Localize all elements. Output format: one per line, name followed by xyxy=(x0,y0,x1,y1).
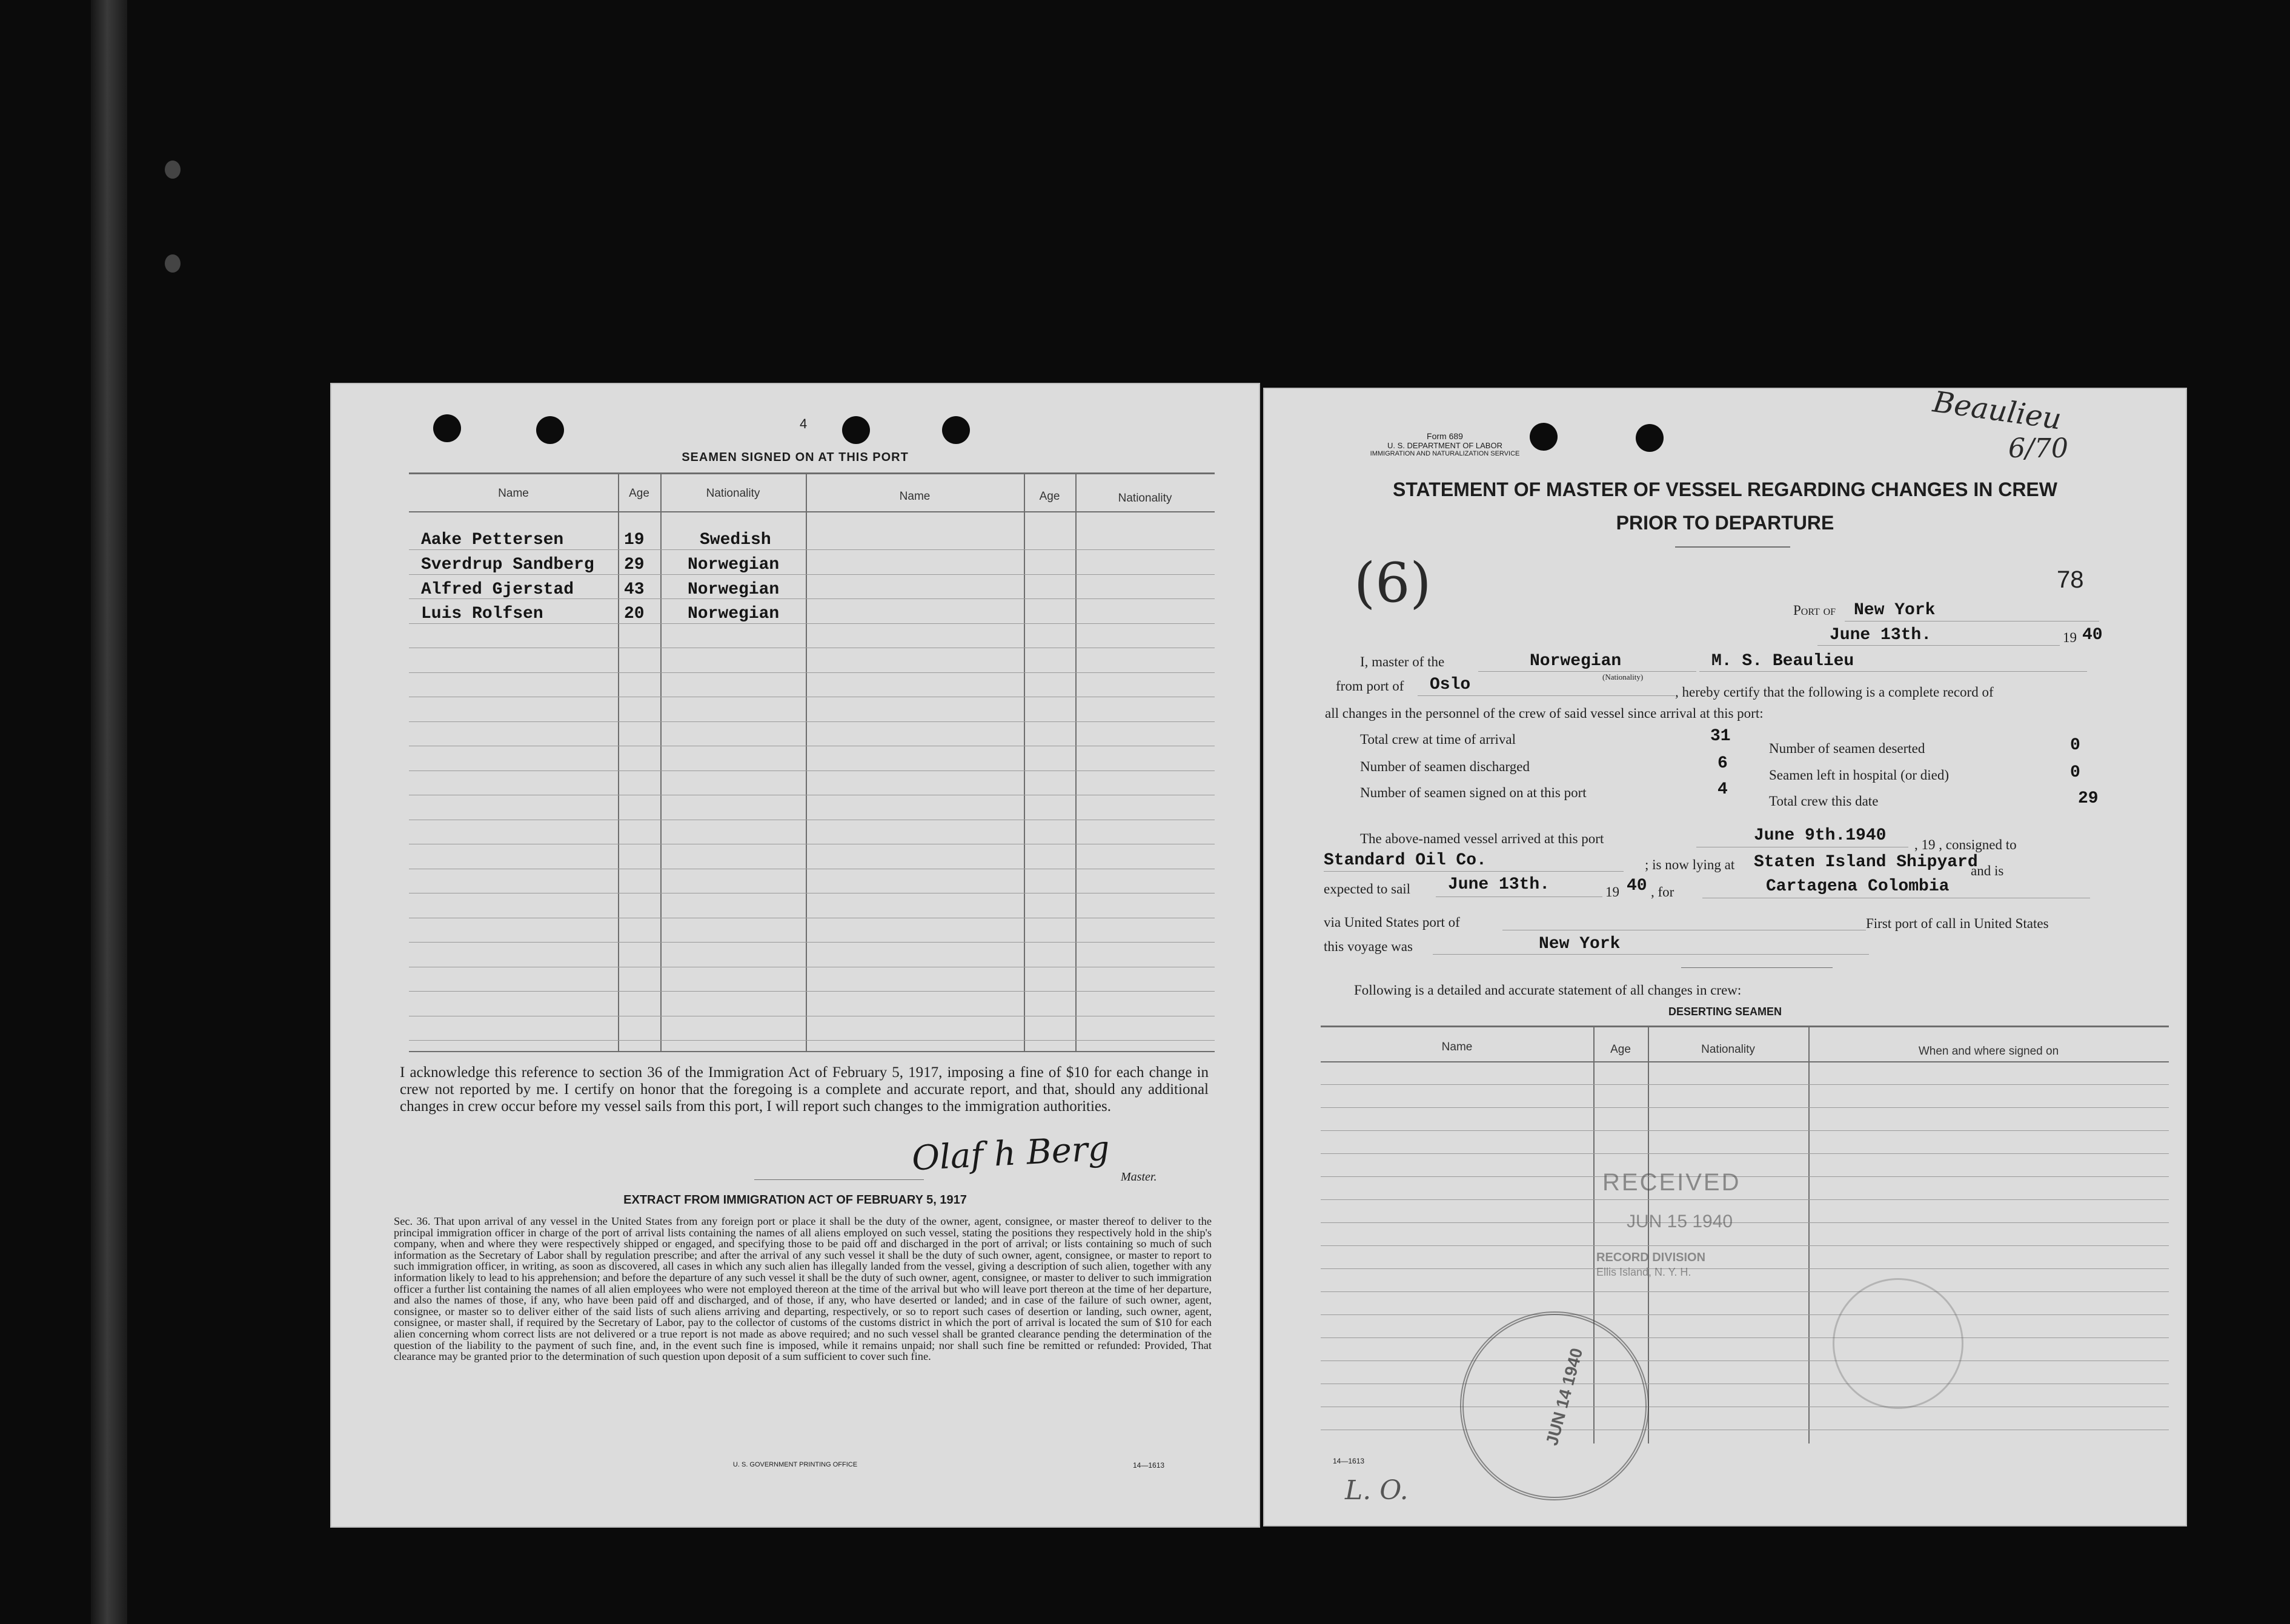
deserting-col-nationality: Nationality xyxy=(1701,1043,1755,1056)
seaman-name: Alfred Gjerstad xyxy=(421,580,574,599)
year-prefix: 19 xyxy=(2063,630,2077,645)
lying-suffix: and is xyxy=(1971,863,2004,878)
vessel-field-line xyxy=(1699,671,2087,672)
statement-title-line1: STATEMENT OF MASTER OF VESSEL REGARDING CHANGES IN CREW xyxy=(1393,479,2057,500)
voyage-field-line xyxy=(1433,954,1869,955)
seaman-name: Sverdrup Sandberg xyxy=(421,555,594,574)
ruled-line xyxy=(1321,1153,2169,1154)
ruled-line xyxy=(1321,1291,2169,1292)
ruled-line xyxy=(1321,1130,2169,1131)
divider-short xyxy=(1681,967,1833,968)
punch-hole xyxy=(433,414,461,442)
seaman-age: 29 xyxy=(624,555,645,574)
ruled-line xyxy=(1321,1337,2169,1338)
stat-value: 0 xyxy=(2070,763,2080,782)
ruled-line xyxy=(409,991,1215,992)
from-port-field-line xyxy=(1418,695,1675,696)
port-value: New York xyxy=(1854,601,1936,620)
sail-year-prefix: 19 xyxy=(1605,884,1619,900)
handwritten-initials: L. O. xyxy=(1345,1475,1409,1506)
from-port-value: Oslo xyxy=(1430,675,1471,694)
deserting-col-age: Age xyxy=(1610,1043,1631,1056)
ruled-line xyxy=(409,1040,1215,1041)
signature-line-left xyxy=(754,1179,924,1180)
received-stamp-date: JUN 15 1940 xyxy=(1627,1211,1733,1231)
deserting-header-rule xyxy=(1321,1061,2169,1062)
ruled-line xyxy=(1321,1107,2169,1108)
consignee-field-line xyxy=(1324,871,1624,872)
punch-hole xyxy=(942,416,970,444)
voyage-value: New York xyxy=(1539,935,1621,953)
via-label: via United States port of xyxy=(1324,915,1460,930)
handwritten-vessel-name: Beaulieu xyxy=(1931,385,2064,437)
stat-label: Number of seamen discharged xyxy=(1360,759,1530,774)
form-code: 14—1613 xyxy=(1333,1457,1365,1465)
table-bottom-rule xyxy=(409,1051,1215,1052)
binder-hole xyxy=(165,161,181,179)
extract-text: Sec. 36. That upon arrival of any vessel in the United States from any foreign port or place it shall be the duty of the owner, agent, consignee, or master thereof to deliver to the principal immigration officer in charge of the port of arrival lists containing the names of all aliens employed on such vessel, stating the positions they respectively hold in the ship's company, when and where they were respectively shipped or engaged, and specifying those to be paid off and discharged in the port of arrival; or lists containing so much of such information as the Secretary of Labor shall by regulation prescribe; and after the arrival of any such vessel it shall be the duty of such owner, agent, consignee, or master to report to such immigration officer, in writing, as soon as discovered, all cases in which any such alien has illegally landed from the vessel, giving a description of such alien, together with any information likely to lead to his apprehension; and before the departure of any such vessel it shall be the duty of such owner, agent, consignee, or master to deliver to such immigration officer a further list containing the names of all alien employees who were not employed thereon at the time of the arrival but who will leave port thereon at the time of her departure, and also the names of those, if any, who have been paid off and discharged, and of those, if any, who have deserted or landed; and in case of the failure of such owner, agent, consignee, or master so to deliver either of the said lists of such aliens arriving and departing, respectively, or so to report such cases of desertion or landing, such owner, agent, consignee, or master shall, if required by the Secretary of Labor, pay to the collector of customs of the customs district in which the port of arrival is located the sum of $10 for each alien concerning whom correct lists are not delivered or a true report is not made as above required; and no such vessel shall be granted clearance pending the determination of the question of the liability to the payment of such fine, and, in the event such fine is imposed, while it remains unpaid; nor shall such fine be remitted or refunded: Provided, That clearance may be granted prior to the determination of such question upon deposit of a sum sufficient to cover such fine. xyxy=(394,1215,1212,1363)
col-header-name-2: Name xyxy=(899,490,931,503)
handwritten-page-78: 78 xyxy=(2057,566,2084,593)
round-stamp-date: JUN 14 1940 xyxy=(1542,1346,1587,1448)
seaman-nationality: Norwegian xyxy=(688,555,780,574)
stat-label: Total crew at time of arrival xyxy=(1360,732,1516,747)
punch-hole xyxy=(536,416,564,444)
sail-value: June 13th. xyxy=(1448,875,1550,894)
faded-seal xyxy=(1833,1278,1963,1409)
deserting-col-signed-on: When and where signed on xyxy=(1918,1045,2059,1058)
deserting-col-name: Name xyxy=(1441,1041,1473,1053)
form-code: 14—1613 xyxy=(1133,1461,1165,1470)
sail-label: expected to sail xyxy=(1324,881,1411,897)
stat-value: 31 xyxy=(1710,727,1731,746)
stat-label: Seamen left in hospital (or died) xyxy=(1769,767,1950,783)
column-divider xyxy=(618,472,619,1051)
stat-label: Number of seamen deserted xyxy=(1769,741,1925,756)
lying-label: ; is now lying at xyxy=(1645,857,1735,872)
stat-label: Number of seamen signed on at this port xyxy=(1360,785,1587,800)
seaman-age: 43 xyxy=(624,580,645,599)
department: U. S. DEPARTMENT OF LABOR xyxy=(1387,441,1502,450)
master-label: I, master of the xyxy=(1360,654,1445,669)
from-port-label: from port of xyxy=(1336,678,1404,694)
binder-hole xyxy=(165,254,181,273)
date-value: June 13th. xyxy=(1830,626,1932,645)
section-title: SEAMEN SIGNED ON AT THIS PORT xyxy=(682,451,909,464)
handwritten-circled-number: (6) xyxy=(1354,551,1432,615)
ruled-line xyxy=(1321,1084,2169,1085)
seaman-name: Luis Rolfsen xyxy=(421,605,543,623)
received-stamp: RECEIVED xyxy=(1602,1169,1741,1196)
col-header-nationality: Nationality xyxy=(706,487,760,500)
left-page xyxy=(330,383,1260,1528)
form-number: Form 689 xyxy=(1427,431,1463,441)
col-header-age: Age xyxy=(629,487,649,500)
certify-text: , hereby certify that the following is a complete record of xyxy=(1675,684,1994,700)
nationality-hint: (Nationality) xyxy=(1602,672,1644,681)
vessel-value: M. S. Beaulieu xyxy=(1711,652,1854,671)
ruled-line xyxy=(1321,1222,2169,1223)
ruled-line xyxy=(409,672,1215,673)
certify-text-2: all changes in the personnel of the crew of said vessel since arrival at this port: xyxy=(1325,706,1764,721)
lying-value: Staten Island Shipyard xyxy=(1754,853,1978,872)
sail-year: 40 xyxy=(1627,877,1647,895)
ruled-line xyxy=(409,549,1215,550)
ruled-line xyxy=(1321,1268,2169,1269)
seaman-name: Aake Pettersen xyxy=(421,531,564,549)
page-number: 4 xyxy=(800,416,808,431)
seaman-age: 20 xyxy=(624,605,645,623)
service: IMMIGRATION AND NATURALIZATION SERVICE xyxy=(1370,450,1520,457)
port-label: Port of xyxy=(1793,603,1836,618)
column-divider xyxy=(1024,472,1025,1051)
ruled-line xyxy=(1321,1176,2169,1177)
voyage-label: this voyage was xyxy=(1324,939,1413,954)
column-divider xyxy=(1075,472,1077,1051)
table-header-rule xyxy=(409,511,1215,512)
column-divider xyxy=(1648,1026,1649,1443)
extract-title: EXTRACT FROM IMMIGRATION ACT OF FEBRUARY 5, 1917 xyxy=(623,1193,967,1207)
punch-hole xyxy=(1636,424,1664,452)
first-port-label: First port of call in United States xyxy=(1866,916,2049,931)
right-page xyxy=(1263,385,2187,1526)
stat-value: 0 xyxy=(2070,736,2080,755)
col-header-name: Name xyxy=(498,487,529,500)
col-header-nationality-2: Nationality xyxy=(1118,492,1172,505)
seaman-nationality: Swedish xyxy=(700,531,771,549)
printer-mark: U. S. GOVERNMENT PRINTING OFFICE xyxy=(732,1461,858,1468)
date-field-line xyxy=(1817,645,2060,646)
signature-role: Master. xyxy=(1121,1170,1157,1184)
seaman-age: 19 xyxy=(624,531,645,549)
arrived-label: The above-named vessel arrived at this port xyxy=(1360,831,1604,846)
deserting-table-top xyxy=(1321,1026,2169,1027)
seaman-nationality: Norwegian xyxy=(688,605,780,623)
following-text: Following is a detailed and accurate statement of all changes in crew: xyxy=(1354,983,1742,998)
ruled-line xyxy=(409,721,1215,722)
table-top-rule xyxy=(409,472,1215,474)
statement-title-line2: PRIOR TO DEPARTURE xyxy=(1616,512,1834,534)
received-stamp-location: Ellis Island, N. Y. H. xyxy=(1596,1266,1691,1278)
for-label: , for xyxy=(1651,884,1674,900)
title-underline xyxy=(1675,546,1790,548)
acknowledgment-text: I acknowledge this reference to section 36 of the Immigration Act of February 5, 1917, imposing a fine of $10 for each change in crew not reported by me. I certify on honor that the foregoing is a complete and accurate report, and that, should any additional changes in crew occur before my vessel sails from this port, I will report such changes to the immigration authorities. xyxy=(400,1064,1209,1115)
column-divider xyxy=(806,472,807,1051)
ruled-line xyxy=(1321,1314,2169,1315)
handwritten-number: 6/70 xyxy=(2008,433,2068,464)
year-value: 40 xyxy=(2082,626,2103,645)
consigned-text: , 19 , consigned to xyxy=(1914,837,2017,852)
consignee-value: Standard Oil Co. xyxy=(1324,851,1487,870)
nationality-value: Norwegian xyxy=(1530,652,1622,671)
stat-value: 6 xyxy=(1718,754,1728,773)
ruled-line xyxy=(1321,1199,2169,1200)
master-signature: Olaf h Berg xyxy=(911,1129,1110,1179)
ruled-line xyxy=(409,942,1215,943)
col-header-age-2: Age xyxy=(1039,490,1060,503)
received-stamp-division: RECORD DIVISION xyxy=(1596,1251,1706,1264)
column-divider xyxy=(660,472,662,1051)
punch-hole xyxy=(842,416,870,444)
column-divider xyxy=(1808,1026,1810,1443)
binder-edge xyxy=(91,0,127,1624)
stat-value: 4 xyxy=(1718,780,1728,799)
stat-label: Total crew this date xyxy=(1769,794,1879,809)
seaman-nationality: Norwegian xyxy=(688,580,780,599)
stat-value: 29 xyxy=(2078,789,2099,808)
ruled-line xyxy=(1321,1245,2169,1246)
nationality-field-line xyxy=(1478,671,1696,672)
arrived-value: June 9th.1940 xyxy=(1754,826,1887,845)
deserting-title: DESERTING SEAMEN xyxy=(1668,1006,1782,1018)
destination-value: Cartagena Colombia xyxy=(1766,877,1950,896)
